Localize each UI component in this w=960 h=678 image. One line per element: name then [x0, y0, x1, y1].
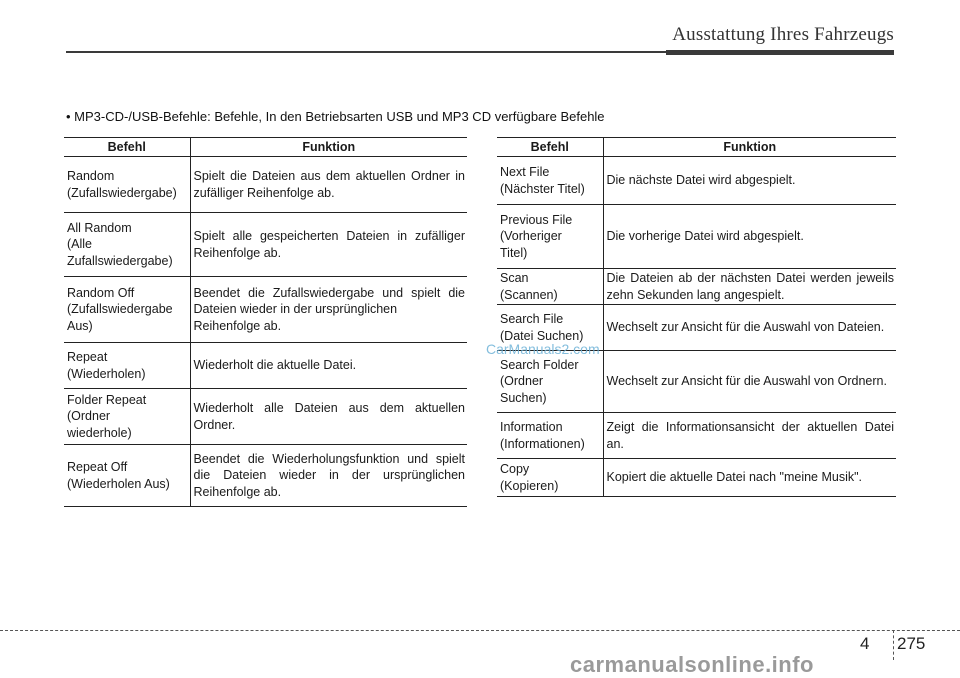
- table-row: [64, 445, 467, 507]
- column-header-function: Funktion: [190, 138, 467, 157]
- command-cell: Repeat Off (Wiederholen Aus): [64, 445, 190, 507]
- chapter-number: 4: [860, 634, 870, 653]
- function-cell: Beendet die Zufallswiedergabe und spielt die Dateien wieder in der ursprünglichen Reihenfolge ab.: [190, 277, 467, 343]
- table-row: [64, 213, 467, 277]
- command-cell: Information (Informationen): [497, 413, 603, 459]
- function-cell: Kopiert die aktuelle Datei nach "meine Musik".: [603, 459, 896, 497]
- column-header-command: Befehl: [64, 138, 190, 157]
- command-cell: Scan (Scannen): [497, 269, 603, 305]
- command-cell: Random Off (Zufallswiedergabe Aus): [64, 277, 190, 343]
- table-row: [497, 351, 896, 413]
- table-row: [497, 157, 896, 205]
- command-cell: Copy (Kopieren): [497, 459, 603, 497]
- running-header-title: Ausstattung Ihres Fahrzeugs: [672, 24, 894, 45]
- function-cell: Spielt die Dateien aus dem aktuellen Ordner in zufälliger Reihenfolge ab.: [190, 157, 467, 213]
- command-cell: Random (Zufallswiedergabe): [64, 157, 190, 213]
- table-row: [497, 413, 896, 459]
- table-row: [497, 269, 896, 305]
- command-cell: All Random (Alle Zufallswiedergabe): [64, 213, 190, 277]
- function-cell: Wechselt zur Ansicht für die Auswahl von Ordnern.: [603, 351, 896, 413]
- function-cell: Spielt alle gespeicherten Dateien in zufälliger Reihenfolge ab.: [190, 213, 467, 277]
- table-row: [64, 277, 467, 343]
- function-cell: Wiederholt alle Dateien aus dem aktuellen Ordner.: [190, 389, 467, 445]
- function-cell: Die vorherige Datei wird abgespielt.: [603, 205, 896, 269]
- function-cell: Die Dateien ab der nächsten Datei werden jeweils zehn Sekunden lang angespielt.: [603, 269, 896, 305]
- watermark-text: CarManuals2.com: [486, 341, 600, 357]
- table-row: [497, 459, 896, 497]
- intro-bullet: • MP3-CD-/USB-Befehle: Befehle, In den Betriebsarten USB und MP3 CD verfügbare Befehle: [66, 109, 605, 124]
- column-header-command: Befehl: [497, 138, 603, 157]
- command-cell: Search Folder (Ordner Suchen): [497, 351, 603, 413]
- command-cell: Previous File (Vorheriger Titel): [497, 205, 603, 269]
- function-cell: Die nächste Datei wird abgespielt.: [603, 157, 896, 205]
- footer-rule: [0, 630, 960, 631]
- function-cell: Zeigt die Informationsansicht der aktuellen Datei an.: [603, 413, 896, 459]
- table-header-row: [497, 138, 896, 157]
- table-header-row: [64, 138, 467, 157]
- command-cell: Repeat (Wiederholen): [64, 343, 190, 389]
- site-footer-text: carmanualsonline.info: [570, 652, 814, 677]
- function-cell: Beendet die Wiederholungsfunktion und spielt die Dateien wieder in der ursprünglichen Reihenfolge ab.: [190, 445, 467, 507]
- page-number: 275: [897, 634, 926, 653]
- right-command-table: [497, 137, 896, 497]
- column-header-function: Funktion: [603, 138, 896, 157]
- command-cell: Search File (Datei Suchen): [497, 305, 603, 351]
- table-row: [64, 389, 467, 445]
- table-row: [497, 205, 896, 269]
- function-cell: Wiederholt die aktuelle Datei.: [190, 343, 467, 389]
- function-cell: Wechselt zur Ansicht für die Auswahl von Dateien.: [603, 305, 896, 351]
- page-number-divider: [893, 630, 894, 660]
- table-row: [64, 343, 467, 389]
- header-rule-accent: [666, 50, 894, 55]
- command-cell: Folder Repeat (Ordner wiederhole): [64, 389, 190, 445]
- left-command-table: [64, 137, 467, 507]
- command-cell: Next File (Nächster Titel): [497, 157, 603, 205]
- table-row: [64, 157, 467, 213]
